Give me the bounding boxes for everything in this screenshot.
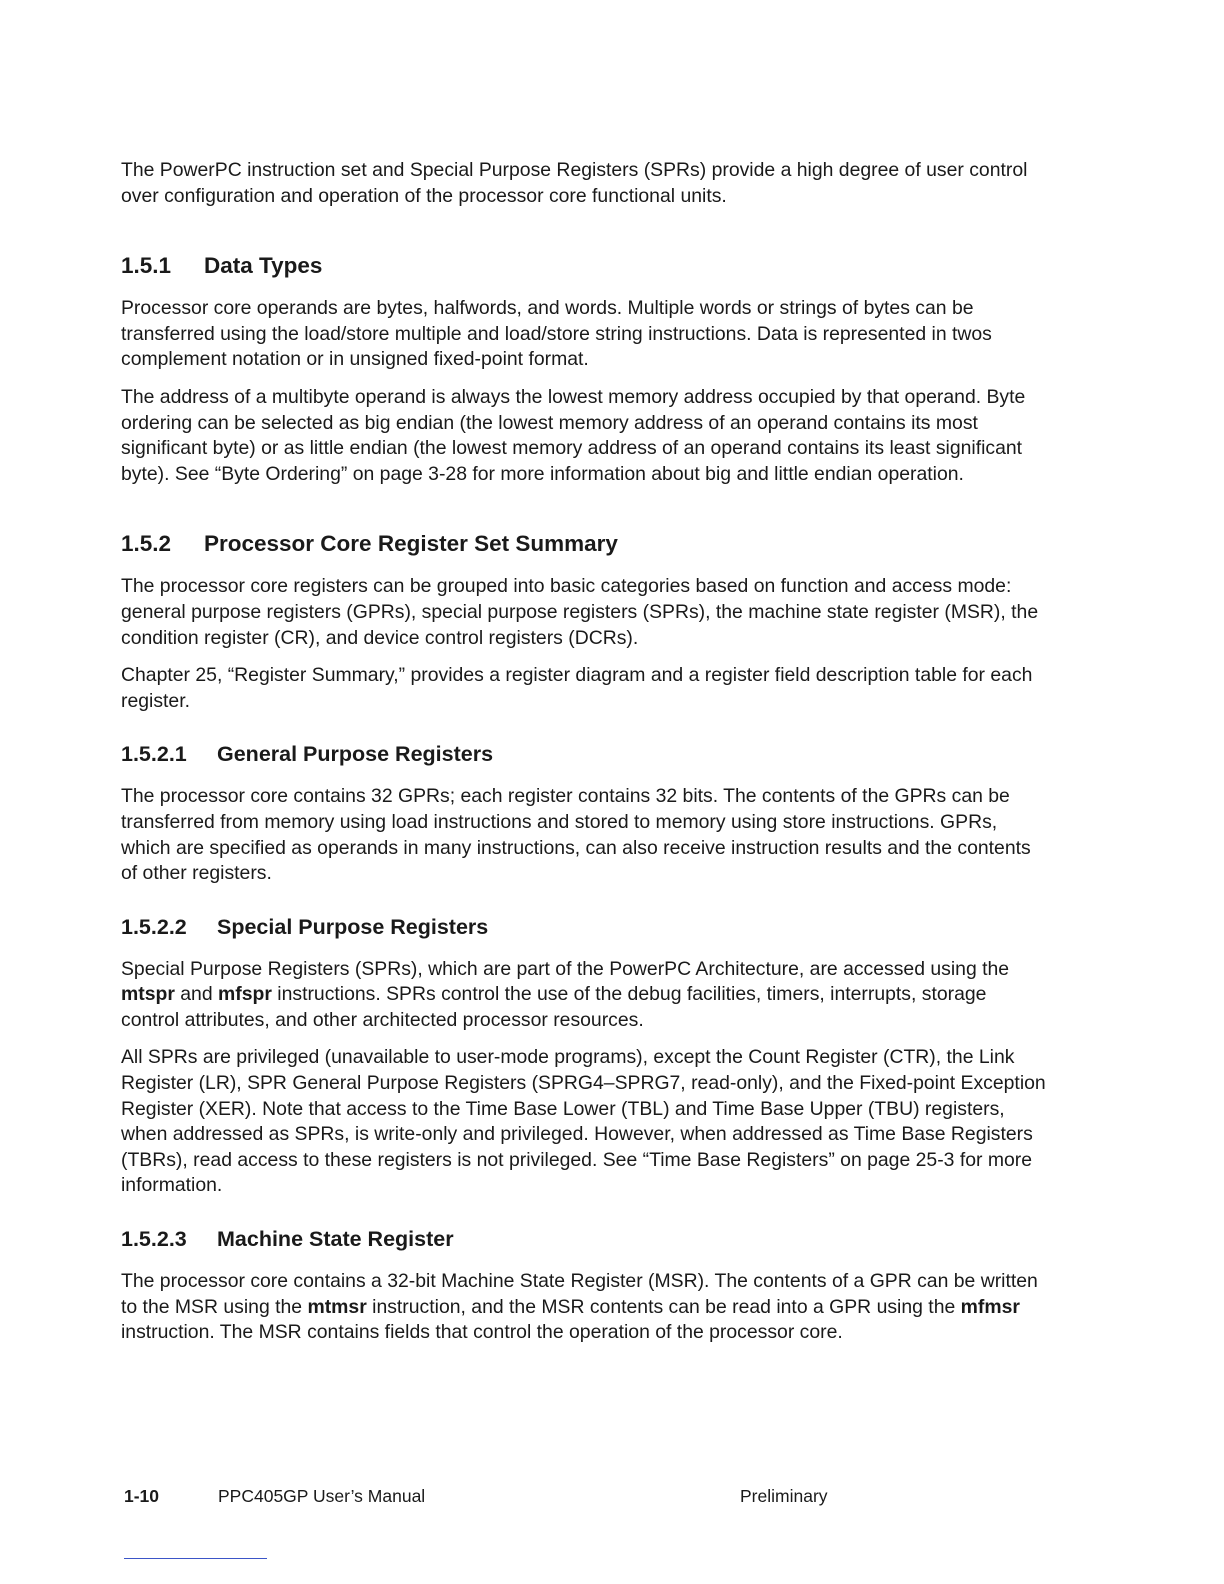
heading-title: Special Purpose Registers: [217, 914, 489, 939]
text-run: instruction, and the MSR contents can be read into a GPR using the: [366, 1295, 961, 1318]
register-summary-paragraph-1: The processor core registers can be grouped into basic categories based on function and access mode: general purpose registers (GPRs), special purpose registers (SPRs), the machine state register (MSR), the condition register (CR), and device control registers (DCRs).: [121, 575, 1039, 649]
heading-title: Processor Core Register Set Summary: [204, 531, 618, 557]
heading-number: 1.5.2.2: [121, 914, 187, 939]
text-run: Special Purpose Registers (SPRs), which are part of the PowerPC Architecture, are accessed using the: [121, 957, 1010, 980]
instruction-mfmsr: mfmsr: [960, 1295, 1020, 1318]
data-types-paragraph-2: The address of a multibyte operand is always the lowest memory address occupied by that operand. Byte ordering can be selected as big endian (the lowest memory address of an operand contains its most significant byte) or as little endian (the lowest memory address of an operand contains its least significant byte). See “Byte Ordering” on page 3-28 for more information about big and little endian operation.: [121, 385, 1026, 485]
heading-number: 1.5.1: [121, 253, 172, 279]
document-status: Preliminary: [740, 1486, 828, 1506]
heading-title: General Purpose Registers: [217, 742, 494, 767]
msr-paragraph: [121, 1269, 1046, 1346]
heading-number: 1.5.2.3: [121, 1227, 187, 1252]
register-summary-paragraph-2: Chapter 25, “Register Summary,” provides a register diagram and a register field description table for each register.: [121, 664, 1033, 712]
heading-data-types: [121, 252, 1046, 280]
instruction-mtmsr: mtmsr: [307, 1295, 367, 1318]
spr-paragraph-2: All SPRs are privileged (unavailable to user-mode programs), except the Count Register (CTR), the Link Register (LR), SPR General Purpose Registers (SPRG4–SPRG7, read-only), and the Fixed-point Exception Register (XER). Note that access to the Time Base Lower (TBL) and Time Base Upper (TBU) registers, when addressed as SPRs, is write-only and privileged. However, when addressed as Time Base Registers (TBRs), read access to these registers is not privileged. See “Time Base Registers” on page 25-3 for more information.: [121, 1046, 1046, 1197]
text-run: instruction. The MSR contains fields that control the operation of the processor core.: [121, 1321, 843, 1344]
text-run: and: [174, 983, 219, 1006]
footer-rule: [124, 1558, 267, 1559]
heading-special-purpose-registers: [121, 913, 1046, 941]
heading-register-set-summary: [121, 530, 1046, 558]
instruction-mtspr: mtspr: [121, 983, 175, 1006]
intro-paragraph: The PowerPC instruction set and Special Purpose Registers (SPRs) provide a high degree of user control over configuration and operation of the processor core functional units.: [121, 159, 1028, 207]
heading-title: Data Types: [204, 253, 323, 279]
page-number: 1-10: [124, 1486, 160, 1506]
heading-machine-state-register: [121, 1225, 1046, 1253]
page-body: [121, 158, 1046, 1346]
manual-title: PPC405GP User’s Manual: [218, 1486, 426, 1506]
heading-title: Machine State Register: [217, 1227, 454, 1252]
spr-paragraph-1: [121, 957, 1046, 1034]
heading-number: 1.5.2.1: [121, 742, 187, 767]
data-types-paragraph-1: Processor core operands are bytes, halfwords, and words. Multiple words or strings of bytes can be transferred using the load/store multiple and load/store string instructions. Data is represented in twos complement notation or in unsigned fixed-point format.: [121, 297, 992, 371]
text-run: The processor core contains a 32-bit Machine State Register (MSR). The contents of a GPR can be written to the MSR using the: [121, 1270, 1038, 1318]
text-run: instructions. SPRs control the use of the debug facilities, timers, interrupts, storage control attributes, and other architected processor resources.: [121, 983, 987, 1031]
instruction-mfspr: mfspr: [218, 983, 272, 1006]
heading-number: 1.5.2: [121, 531, 172, 557]
gpr-paragraph: The processor core contains 32 GPRs; each register contains 32 bits. The contents of the GPRs can be transferred from memory using load instructions and stored to memory using store instructions. GPRs, which are specified as operands in many instructions, can also receive instruction results and the contents of other registers.: [121, 785, 1031, 885]
heading-general-purpose-registers: [121, 740, 1046, 768]
